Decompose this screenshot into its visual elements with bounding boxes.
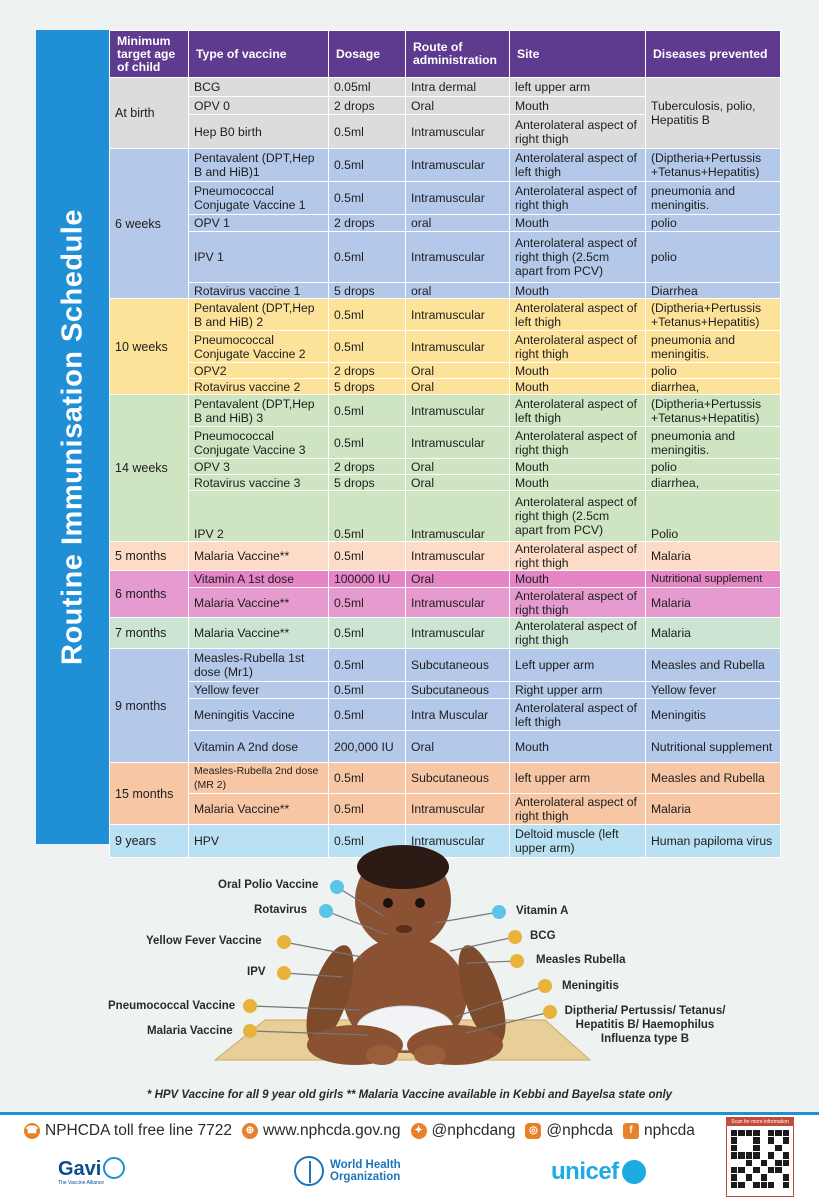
diseases-cell: Measles and Rubella [646,649,781,682]
oral-polio-marker-icon [330,880,344,894]
unicef-logo [551,1158,646,1186]
table-row [110,331,781,363]
site-cell: Anterolateral aspect of right thigh (2.5cm apart from PCV) [510,491,646,542]
vaccine-cell: Pentavalent (DPT,Hep B and HiB)1 [189,149,329,182]
table-row [110,299,781,331]
diseases-cell: Measles and Rubella [646,763,781,794]
route-cell: Intramuscular [406,331,510,363]
site-cell: Anterolateral aspect of right thigh [510,618,646,649]
vaccine-cell: OPV 3 [189,459,329,475]
table-row [110,699,781,731]
header-vaccine: Type of vaccine [189,31,329,78]
diseases-cell: Yellow fever [646,682,781,699]
diseases-cell: polio [646,215,781,232]
vaccine-cell: HPV [189,825,329,858]
site-cell: Anterolateral aspect of left thigh [510,395,646,427]
header-diseases: Diseases prevented [646,31,781,78]
dosage-cell: 100000 IU [329,571,406,588]
diseases-cell: (Diptheria+Pertussis +Tetanus+Hepatitis) [646,299,781,331]
diseases-cell: Nutritional supplement [646,571,781,588]
twitter-link[interactable] [411,1122,516,1140]
contact-row [24,1122,701,1140]
table-row [110,379,781,395]
dosage-cell: 0.5ml [329,699,406,731]
table-row [110,542,781,571]
diseases-cell: (Diptheria+Pertussis +Tetanus+Hepatitis) [646,149,781,182]
site-cell: Mouth [510,97,646,115]
table-row [110,78,781,97]
rotavirus-marker-icon [319,904,333,918]
table-row [110,682,781,699]
site-cell: Anterolateral aspect of right thigh [510,331,646,363]
table-row [110,731,781,763]
route-cell: Intramuscular [406,232,510,283]
label-measles-rubella: Measles Rubella [536,954,626,966]
phone-icon: ☎ [24,1123,40,1139]
table-row [110,232,781,283]
site-cell: Deltoid muscle (left upper arm) [510,825,646,858]
site-cell: Anterolateral aspect of right thigh [510,115,646,149]
label-vitamin-a: Vitamin A [516,905,569,917]
baby-hair [357,845,449,889]
vitamin-a-marker-icon [492,905,506,919]
site-cell: left upper arm [510,78,646,97]
route-cell: Intramuscular [406,395,510,427]
site-cell: left upper arm [510,763,646,794]
dosage-cell: 200,000 IU [329,731,406,763]
diseases-cell: Nutritional supplement [646,731,781,763]
vaccine-cell: Meningitis Vaccine [189,699,329,731]
vaccine-cell: Measles-Rubella 2nd dose (MR 2) [189,763,329,794]
vaccine-cell: Vitamin A 2nd dose [189,731,329,763]
site-cell: Anterolateral aspect of left thigh [510,149,646,182]
malaria-marker-icon [243,1024,257,1038]
site-cell: Anterolateral aspect of left thigh [510,699,646,731]
vaccine-cell: Pneumococcal Conjugate Vaccine 2 [189,331,329,363]
age-cell: 6 months [110,571,189,618]
website-link[interactable] [242,1122,401,1140]
diseases-cell: diarrhea, [646,475,781,491]
tollfree-text: NPHCDA toll free line 7722 [45,1122,232,1139]
diseases-cell: pneumonia and meningitis. [646,427,781,459]
dosage-cell: 0.5ml [329,299,406,331]
site-cell: Anterolateral aspect of right thigh [510,427,646,459]
route-cell: Intramuscular [406,299,510,331]
dosage-cell: 2 drops [329,97,406,115]
vaccine-cell: Malaria Vaccine** [189,618,329,649]
age-cell: 10 weeks [110,299,189,395]
twitter-icon: ✦ [411,1123,427,1139]
site-cell: Mouth [510,475,646,491]
dosage-cell: 5 drops [329,379,406,395]
route-cell: Subcutaneous [406,682,510,699]
vaccine-cell: Rotavirus vaccine 2 [189,379,329,395]
route-cell: Intramuscular [406,427,510,459]
gavi-globe-icon [103,1157,125,1179]
dosage-cell: 0.5ml [329,491,406,542]
unicef-wordmark: unicef [551,1158,619,1185]
route-cell: Intramuscular [406,542,510,571]
dosage-cell: 0.5ml [329,649,406,682]
age-cell: 5 months [110,542,189,571]
baby-mouth [396,925,412,933]
route-cell: Oral [406,97,510,115]
route-cell: Intramuscular [406,182,510,215]
diseases-cell: (Diptheria+Pertussis +Tetanus+Hepatitis) [646,395,781,427]
site-cell: Anterolateral aspect of right thigh [510,182,646,215]
age-cell: 9 months [110,649,189,763]
measles-rubella-marker-icon [510,954,524,968]
site-cell: Mouth [510,731,646,763]
diseases-cell: pneumonia and meningitis. [646,182,781,215]
diseases-cell: Malaria [646,588,781,618]
route-cell: Subcutaneous [406,649,510,682]
table-row [110,794,781,825]
route-cell: Intra dermal [406,78,510,97]
vaccine-cell: Pentavalent (DPT,Hep B and HiB) 2 [189,299,329,331]
qr-caption: Scan for more information [727,1118,793,1126]
vaccine-cell: Vitamin A 1st dose [189,571,329,588]
footnote: * HPV Vaccine for all 9 year old girls ** Malaria Vaccine available in Kebbi and Bayelsa state only [146,1089,673,1101]
who-line-1: World Health [330,1159,401,1171]
diseases-cell: Malaria [646,618,781,649]
diseases-cell: Malaria [646,794,781,825]
route-cell: Intramuscular [406,825,510,858]
label-rotavirus: Rotavirus [254,904,308,916]
route-cell: Intra Muscular [406,699,510,731]
label-meningitis: Meningitis [562,980,619,992]
vaccine-cell: IPV 2 [189,491,329,542]
diseases-cell: Human papiloma virus [646,825,781,858]
site-cell: Mouth [510,215,646,232]
diseases-cell: Malaria [646,542,781,571]
age-cell: 9 years [110,825,189,858]
dosage-cell: 0.5ml [329,618,406,649]
table-row [110,395,781,427]
route-cell: Oral [406,731,510,763]
table-header-row [110,31,781,78]
gavi-wordmark: Gavi [58,1158,102,1180]
site-cell: Mouth [510,363,646,379]
table-row [110,215,781,232]
label-bcg: BCG [530,930,556,942]
diseases-cell: polio [646,232,781,283]
diseases-cell: pneumonia and meningitis. [646,331,781,363]
site-cell: Anterolateral aspect of right thigh [510,542,646,571]
instagram-text: @nphcda [546,1122,613,1139]
age-cell: 15 months [110,763,189,825]
facebook-icon: f [623,1123,639,1139]
vaccine-cell: Pentavalent (DPT,Hep B and HiB) 3 [189,395,329,427]
diseases-cell: Diarrhea [646,283,781,299]
diseases-cell: Meningitis [646,699,781,731]
qr-code-icon [731,1130,789,1188]
yellow-fever-marker-icon [277,935,291,949]
label-pneumococcal: Pneumococcal Vaccine [108,1000,236,1012]
diseases-cell: Polio [646,491,781,542]
table-row [110,459,781,475]
who-line-2: Organization [330,1171,401,1183]
route-cell: Oral [406,475,510,491]
table-row [110,363,781,379]
label-malaria: Malaria Vaccine [147,1025,233,1037]
site-cell: Anterolateral aspect of right thigh (2.5cm apart from PCV) [510,232,646,283]
site-cell: Mouth [510,283,646,299]
route-cell: Intramuscular [406,618,510,649]
site-cell: Mouth [510,459,646,475]
table-row [110,571,781,588]
route-cell: Oral [406,379,510,395]
dosage-cell: 0.5ml [329,682,406,699]
dosage-cell: 2 drops [329,459,406,475]
pneumococcal-marker-icon [243,999,257,1013]
baby-illustration [0,845,819,1090]
vaccine-cell: Malaria Vaccine** [189,542,329,571]
route-cell: Intramuscular [406,115,510,149]
dosage-cell: 0.5ml [329,794,406,825]
route-cell: Oral [406,459,510,475]
who-wordmark [330,1159,401,1183]
site-cell: Right upper arm [510,682,646,699]
label-pentavalent: Diptheria/ Pertussis/ Tetanus/ Hepatitis B/ Haemophilus Influenza type B [564,1005,726,1045]
baby-right-eye [415,898,425,908]
label-oral-polio: Oral Polio Vaccine [218,879,319,891]
dosage-cell: 0.05ml [329,78,406,97]
site-cell: Mouth [510,571,646,588]
vaccine-cell: Malaria Vaccine** [189,588,329,618]
ipv-marker-icon [277,966,291,980]
diseases-cell: polio [646,459,781,475]
side-banner [36,30,109,844]
immunisation-table [109,30,781,858]
diseases-cell: Tuberculosis, polio, Hepatitis B [646,78,781,149]
instagram-icon: ◎ [525,1123,541,1139]
dosage-cell: 0.5ml [329,232,406,283]
dosage-cell: 0.5ml [329,542,406,571]
table-body [110,78,781,858]
dosage-cell: 0.5ml [329,588,406,618]
gavi-subtitle: The Vaccine Alliance [58,1179,105,1186]
table-row [110,649,781,682]
route-cell: Intramuscular [406,149,510,182]
site-cell: Anterolateral aspect of left thigh [510,299,646,331]
table-row [110,475,781,491]
age-cell: At birth [110,78,189,149]
site-cell: Anterolateral aspect of right thigh [510,794,646,825]
vaccine-cell: Rotavirus vaccine 3 [189,475,329,491]
globe-icon: ⊕ [242,1123,258,1139]
route-cell: Subcutaneous [406,763,510,794]
vaccine-cell: Rotavirus vaccine 1 [189,283,329,299]
meningitis-marker-icon [538,979,552,993]
who-emblem-icon [294,1156,324,1186]
dosage-cell: 2 drops [329,215,406,232]
vaccine-cell: Hep B0 birth [189,115,329,149]
vaccine-cell: Malaria Vaccine** [189,794,329,825]
dosage-cell: 5 drops [329,283,406,299]
dosage-cell: 5 drops [329,475,406,491]
vaccine-cell: Pneumococcal Conjugate Vaccine 3 [189,427,329,459]
dosage-cell: 0.5ml [329,182,406,215]
age-cell: 7 months [110,618,189,649]
baby-right-foot [414,1045,446,1065]
facebook-link[interactable] [623,1122,695,1140]
dosage-cell: 0.5ml [329,149,406,182]
table-row [110,283,781,299]
route-cell: Oral [406,363,510,379]
vaccine-cell: IPV 1 [189,232,329,283]
route-cell: Intramuscular [406,588,510,618]
site-cell: Mouth [510,379,646,395]
age-cell: 6 weeks [110,149,189,299]
dosage-cell: 0.5ml [329,331,406,363]
tollfree-contact[interactable] [24,1122,232,1140]
site-cell: Left upper arm [510,649,646,682]
footer-divider [0,1112,819,1115]
vaccine-cell: Pneumococcal Conjugate Vaccine 1 [189,182,329,215]
vaccine-cell: Yellow fever [189,682,329,699]
table-row [110,427,781,459]
dosage-cell: 0.5ml [329,395,406,427]
diseases-cell: polio [646,363,781,379]
dosage-cell: 0.5ml [329,427,406,459]
header-dosage: Dosage [329,31,406,78]
table-row [110,763,781,794]
table-row [110,491,781,542]
instagram-link[interactable] [525,1122,613,1140]
dosage-cell: 0.5ml [329,763,406,794]
facebook-text: nphcda [643,1122,695,1139]
header-route: Route of administration [406,31,510,78]
label-yellow-fever: Yellow Fever Vaccine [146,935,262,947]
twitter-text: @nphcdang [431,1122,516,1139]
dosage-cell: 0.5ml [329,825,406,858]
baby-left-eye [383,898,393,908]
vaccine-cell: OPV2 [189,363,329,379]
table-row [110,149,781,182]
baby-drawing [0,845,819,1090]
route-cell: Intramuscular [406,794,510,825]
side-title: Routine Immunisation Schedule [56,209,88,665]
table-row [110,182,781,215]
dosage-cell: 2 drops [329,363,406,379]
diseases-cell: diarrhea, [646,379,781,395]
bcg-marker-icon [508,930,522,944]
site-cell: Anterolateral aspect of right thigh [510,588,646,618]
table-row [110,618,781,649]
vaccine-cell: OPV 0 [189,97,329,115]
gavi-logo [58,1158,125,1186]
who-logo [294,1156,401,1186]
route-cell: oral [406,283,510,299]
qr-code[interactable] [726,1117,794,1197]
dosage-cell: 0.5ml [329,115,406,149]
header-site: Site [510,31,646,78]
vaccine-cell: BCG [189,78,329,97]
website-text: www.nphcda.gov.ng [262,1122,401,1139]
route-cell: oral [406,215,510,232]
unicef-globe-icon [622,1160,646,1184]
vaccine-cell: OPV 1 [189,215,329,232]
label-ipv: IPV [247,966,266,978]
vaccine-cell: Measles-Rubella 1st dose (Mr1) [189,649,329,682]
age-cell: 14 weeks [110,395,189,542]
table-row [110,588,781,618]
footer [0,1112,819,1200]
header-age: Minimum target age of child [110,31,189,78]
route-cell: Intramuscular [406,491,510,542]
route-cell: Oral [406,571,510,588]
baby-left-foot [366,1045,398,1065]
